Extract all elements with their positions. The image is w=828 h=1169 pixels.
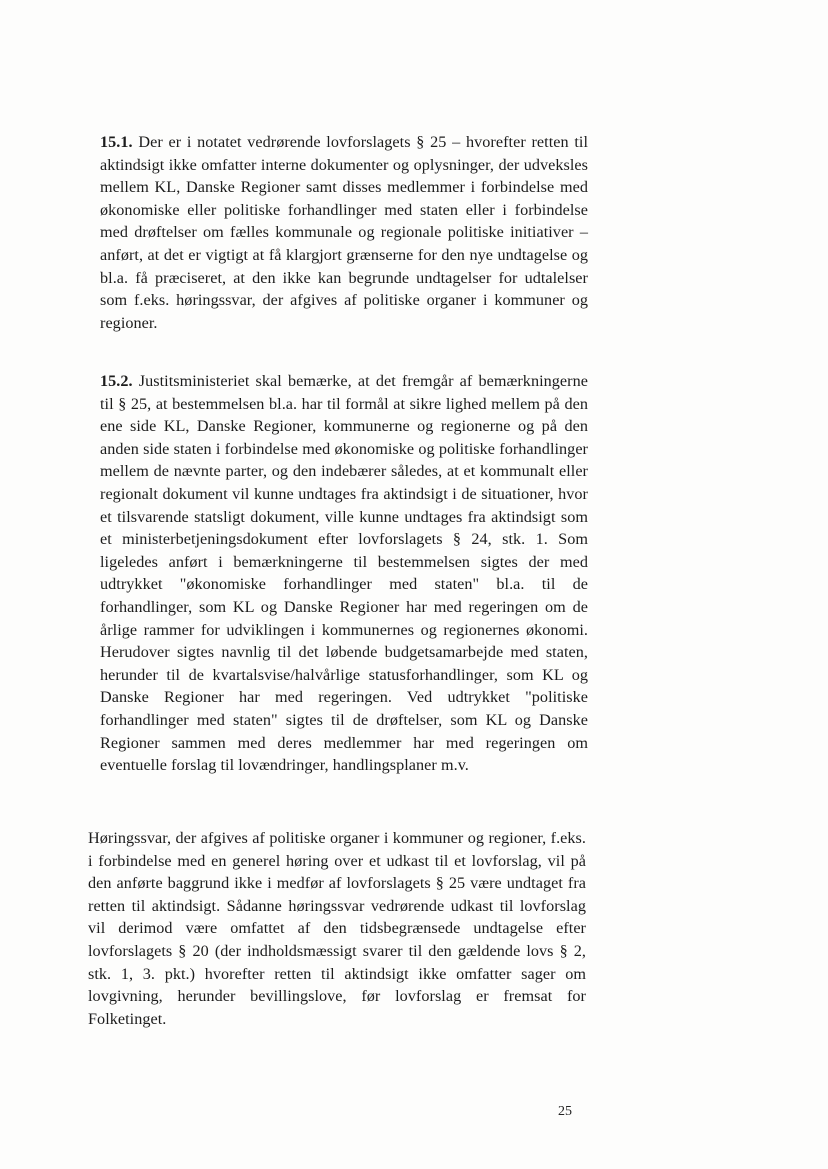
section-paragraph [100, 131, 588, 334]
section-paragraph [88, 827, 586, 1030]
section-paragraph [100, 370, 588, 777]
section-hoeringssvar [88, 827, 586, 1030]
section-text: Justitsministeriet skal bemærke, at det fremgår af bemærkningerne til § 25, at bestemmelsen bl.a. har til formål at sikre lighed mellem på den ene side KL, Danske Regioner, kommunerne og regionerne og på den anden side staten i forbindelse med økonomiske og politiske forhandlinger mellem de nævnte parter, og den indebærer således, at et kommunalt eller regionalt dokument vil kunne undtages fra aktindsigt i de situationer, hvor et tilsvarende statsligt dokument, ville kunne undtages fra aktindsigt som et ministerbetjeningsdokument efter lovforslagets § 24, stk. 1. Som ligeledes anført i bemærkningerne til bestemmelsen sigtes der med udtrykket "økonomiske forhandlinger med staten" bl.a. til de forhandlinger, som KL og Danske Regioner har med regeringen om de årlige rammer for udviklingen i kommunernes og regionernes økonomi. Herudover sigtes navnlig til det løbende budgetsamarbejde med staten, herunder til de kvartalsvise/halvårlige statusforhandlinger, som KL og Danske Regioner har med regeringen. Ved udtrykket "politiske forhandlinger med staten" sigtes til de drøftelser, som KL og Danske Regioner sammen med deres medlemmer har med regeringen om eventuelle forslag til lovændringer, handlingsplaner m.v. [100, 372, 588, 775]
page-number: 25 [558, 1104, 572, 1119]
section-15-2 [100, 370, 588, 777]
section-number: 15.1. [100, 133, 133, 151]
section-text: Høringssvar, der afgives af politiske organer i kommuner og regioner, f.eks. i forbindelse med en generel høring over et udkast til et lovforslag, vil på den anførte baggrund ikke i medfør af lovforslagets § 25 være undtaget fra retten til aktindsigt. Sådanne høringssvar vedrørende udkast til lovforslag vil derimod være omfattet af den tidsbegrænsede undtagelse efter lovforslagets § 20 (der indholdsmæssigt svarer til den gældende lovs § 2, stk. 1, 3. pkt.) hvorefter retten til aktindsigt ikke omfatter sager om lovgivning, herunder bevillingslove, før lovforslag er fremsat for Folketinget. [88, 829, 586, 1028]
section-15-1 [100, 131, 588, 334]
section-text: Der er i notatet vedrørende lovforslagets § 25 – hvorefter retten til aktindsigt ikke omfatter interne dokumenter og oplysninger, der udveksles mellem KL, Danske Regioner samt disses medlemmer i forbindelse med økonomiske eller politiske forhandlinger med staten eller i forbindelse med drøftelser om fælles kommunale og regionale politiske initiativer – anført, at det er vigtigt at få klargjort grænserne for den nye undtagelse og bl.a. få præciseret, at den ikke kan begrunde undtagelser for udtalelser som f.eks. høringssvar, der afgives af politiske organer i kommuner og regioner. [100, 133, 588, 332]
section-number: 15.2. [100, 372, 133, 390]
